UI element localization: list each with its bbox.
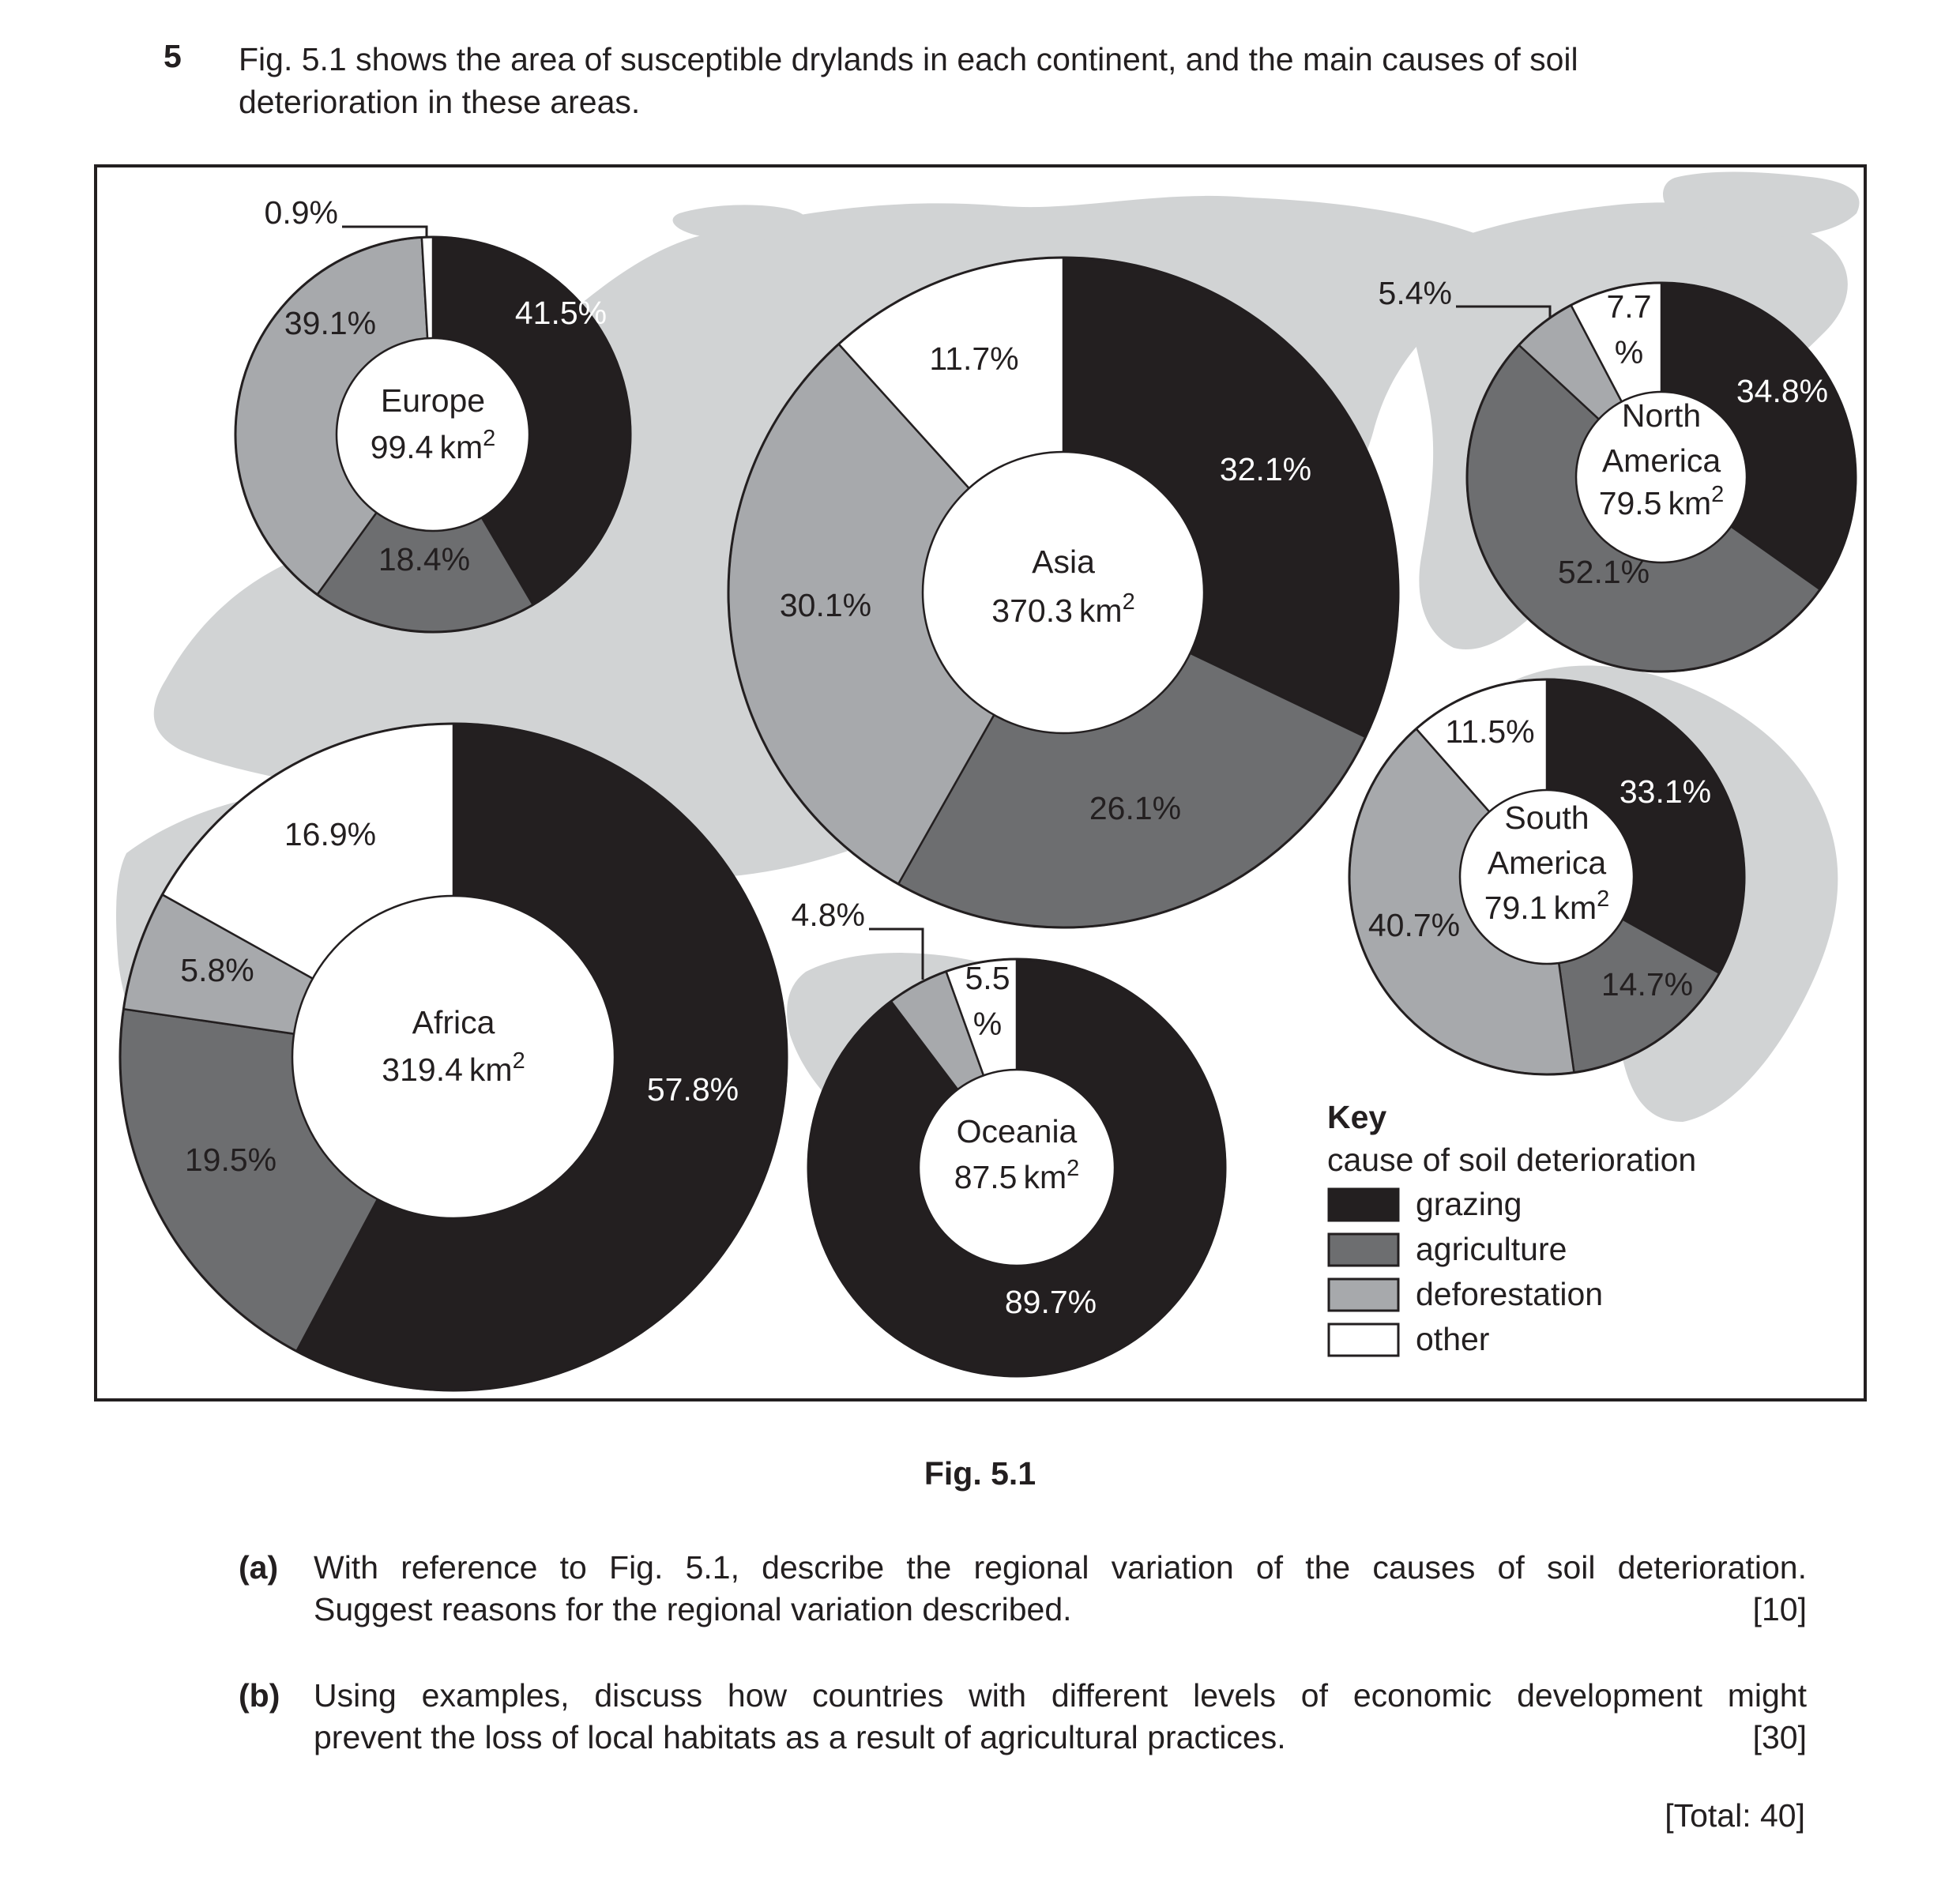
part-b-text: [314, 1675, 1807, 1759]
donut-area-europe: [371, 426, 496, 465]
label-oceania-other-1: 5.5: [965, 960, 1010, 996]
donut-europe: [235, 194, 630, 632]
donut-name-oceania: Oceania: [956, 1113, 1078, 1149]
donut-name-africa: Africa: [412, 1004, 495, 1040]
label-south-america-agriculture: 14.7%: [1601, 966, 1694, 1003]
area-unit-superscript: 2: [1122, 589, 1135, 615]
map-landmass-7: [673, 205, 809, 240]
label-south-america-other: 11.5%: [1445, 713, 1535, 750]
label-oceania-deforestation: 4.8%: [791, 897, 865, 933]
area-unit: km: [1668, 485, 1712, 521]
label-europe-grazing: 41.5%: [514, 295, 608, 331]
label-north-america-deforestation: 5.4%: [1378, 275, 1452, 311]
legend-label-grazing: grazing: [1416, 1186, 1522, 1222]
legend-label-deforestation: deforestation: [1416, 1276, 1604, 1312]
label-north-america-grazing: 34.8%: [1736, 373, 1829, 409]
area-unit: km: [1023, 1159, 1067, 1195]
donut-area-oceania: [954, 1156, 1080, 1195]
label-africa-deforestation: 5.8%: [180, 952, 254, 988]
area-value: 79.5: [1598, 485, 1662, 521]
part-a-line-2-row: [314, 1589, 1807, 1631]
part-b-line-2: prevent the loss of local habitats as a result of agricultural practices.: [314, 1719, 1286, 1755]
area-value: 99.4: [370, 429, 434, 465]
area-unit-superscript: 2: [1067, 1156, 1080, 1181]
label-europe-agriculture: 18.4%: [378, 541, 471, 578]
label-europe-other: 0.9%: [264, 194, 338, 231]
donut-area-africa: [382, 1048, 525, 1088]
legend-swatch-grazing: [1329, 1189, 1398, 1221]
label-africa-grazing: 57.8%: [646, 1071, 739, 1108]
question-number: 5: [164, 38, 182, 74]
donut-name-europe: Europe: [380, 382, 486, 419]
area-unit: km: [439, 429, 483, 465]
legend-label-agriculture: agriculture: [1416, 1231, 1567, 1267]
legend-swatch-other: [1329, 1324, 1398, 1356]
part-a-marks: [10]: [1752, 1591, 1807, 1627]
area-value: 87.5: [954, 1159, 1018, 1195]
legend-title: Key: [1327, 1099, 1387, 1135]
area-unit-superscript: 2: [1711, 482, 1725, 507]
legend-subtitle: cause of soil deterioration: [1327, 1142, 1697, 1178]
label-north-america-other-2: %: [1614, 334, 1644, 371]
donut-name-north-america-2: America: [1601, 442, 1721, 479]
area-value: 79.1: [1484, 890, 1548, 926]
figure-caption: Fig. 5.1: [924, 1455, 1036, 1492]
donut-area-south-america: [1484, 886, 1610, 926]
part-a-line-2: Suggest reasons for the regional variation described.: [314, 1591, 1072, 1627]
area-value: 370.3: [991, 593, 1073, 629]
donut-africa: [120, 724, 787, 1390]
donut-area-north-america: [1599, 482, 1725, 521]
label-north-america-agriculture: 52.1%: [1557, 554, 1650, 590]
part-a-label: (a): [239, 1549, 279, 1586]
part-b-marks: [30]: [1752, 1719, 1807, 1755]
intro-line-1: Fig. 5.1 shows the area of susceptible drylands in each continent, and the main causes of soil: [239, 41, 1578, 77]
label-oceania-grazing: 89.7%: [1004, 1284, 1097, 1320]
donut-name-south-america-2: America: [1487, 845, 1607, 881]
label-asia-grazing: 32.1%: [1219, 451, 1312, 487]
legend-swatch-agriculture: [1329, 1234, 1398, 1266]
label-asia-other: 11.7%: [929, 340, 1019, 377]
legend-swatch-deforestation: [1329, 1279, 1398, 1311]
part-b-label: (b): [239, 1677, 280, 1714]
legend: [1327, 1099, 1696, 1357]
area-unit: km: [1553, 890, 1597, 926]
label-africa-agriculture: 19.5%: [184, 1142, 277, 1178]
label-oceania-other-2: %: [972, 1006, 1003, 1042]
area-unit: km: [1078, 593, 1123, 629]
label-south-america-deforestation: 40.7%: [1367, 907, 1461, 943]
part-a-line-1: With reference to Fig. 5.1, describe the regional variation of the causes of soil deterioration.: [314, 1549, 1807, 1586]
area-value: 319.4: [382, 1052, 463, 1088]
area-unit-superscript: 2: [483, 426, 496, 451]
intro-line-2: deterioration in these areas.: [239, 84, 641, 120]
part-b-line-1: Using examples, discuss how countries with different levels of economic development might: [314, 1677, 1807, 1714]
label-europe-deforestation: 39.1%: [284, 305, 377, 341]
label-north-america-other-1: 7.7: [1606, 288, 1652, 325]
label-asia-deforestation: 30.1%: [779, 587, 872, 623]
leader-line-europe-other: [342, 227, 427, 237]
label-asia-agriculture: 26.1%: [1089, 790, 1182, 826]
area-unit-superscript: 2: [1597, 886, 1610, 912]
donut-name-asia: Asia: [1032, 544, 1095, 580]
donut-asia: [728, 258, 1398, 927]
area-unit-superscript: 2: [512, 1048, 525, 1074]
donut-south-america: [1349, 679, 1744, 1074]
part-b-line-2-row: [314, 1717, 1807, 1759]
donut-name-north-america-1: North: [1621, 397, 1702, 434]
label-africa-other: 16.9%: [284, 816, 377, 852]
legend-label-other: other: [1416, 1321, 1490, 1357]
part-a-text: [314, 1547, 1807, 1631]
donut-name-south-america-1: South: [1504, 800, 1589, 836]
donut-charts: [120, 194, 1856, 1390]
donut-area-asia: [991, 589, 1134, 629]
area-unit: km: [468, 1052, 513, 1088]
total-marks: [Total: 40]: [1665, 1797, 1805, 1834]
label-south-america-grazing: 33.1%: [1619, 773, 1712, 810]
